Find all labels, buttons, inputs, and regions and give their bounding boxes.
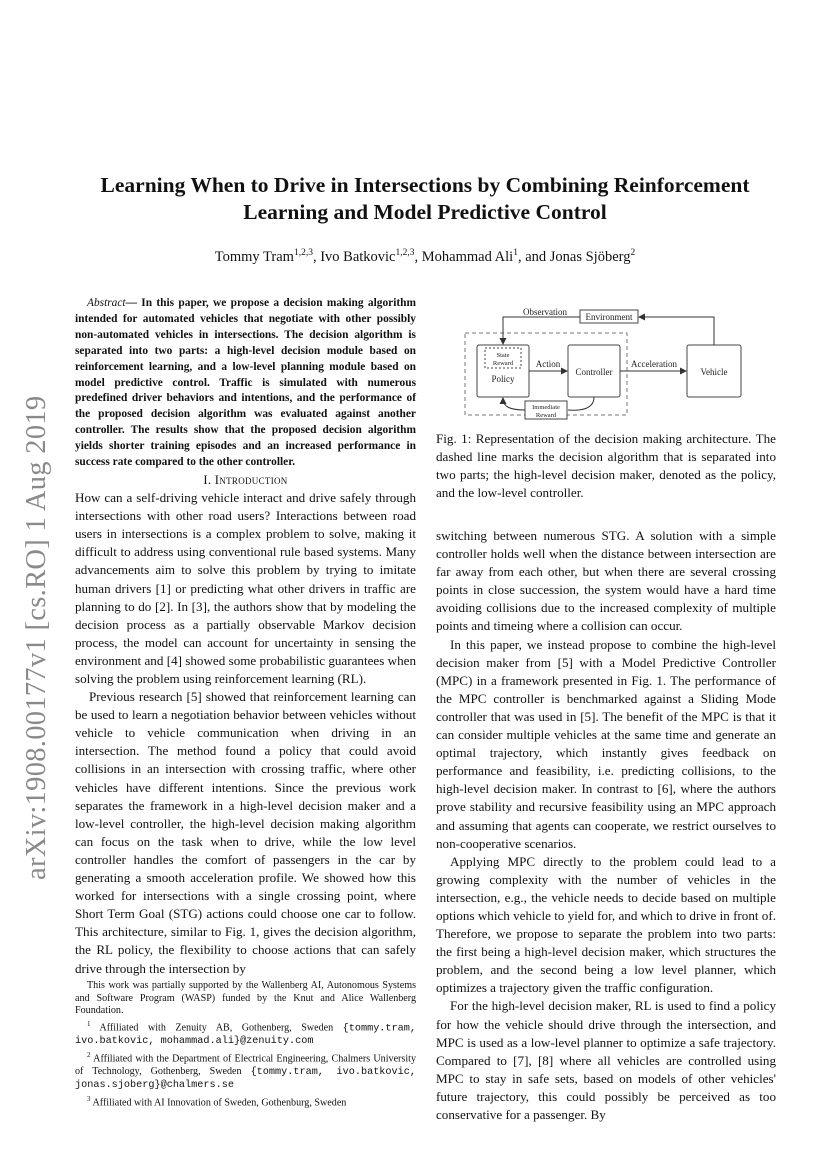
section-heading-introduction: I. Introduction (203, 472, 288, 487)
architecture-diagram (455, 303, 765, 428)
author-affiliation: 1,2,3 (293, 248, 313, 258)
reward-label: Reward (492, 360, 514, 367)
title-line-2: Learning and Model Predictive Control (243, 200, 607, 224)
footnote-email: {tommy.tram, ivo.batkovic, mohammad.ali}@zenuity.com (75, 1022, 416, 1048)
footnote-text: Affiliated with Zenuity AB, Gothenberg, Sweden (90, 1021, 343, 1033)
immediate-label: Immediate (532, 404, 560, 411)
environment-label: Environment (585, 312, 633, 322)
author-separator: , and (517, 248, 550, 265)
author-name: Tommy Tram (214, 248, 294, 265)
paragraph: In this paper, we instead propose to combine the high-level decision maker from [5] with a Model Predictive Controller (MPC) in a framework presented in Fig. 1. The performance of the MPC controller is benchmarked against a Sliding Mode controller that was used in [5]. The benefit of the MPC is that it can consider multiple vehicles at the same time and generate an optimal trajectory, which instantly gives feedback on performance and feasibility, i.e. predicting collisions, to the high-level decision maker. In contrast to [6], where the authors prove stability and recursive feasibility using an MPC approach and assuming that agents can cooperate, we restrict ourselves to non-cooperative scenarios. (436, 636, 776, 851)
funding-footnote: This work was partially supported by the Wallenberg AI, Autonomous Systems and Software Program (WASP) funded by the Knut and Alice Wallenberg Foundation. (75, 980, 416, 1016)
reward-policy-arrow (503, 398, 525, 410)
paper-title (60, 172, 790, 226)
paragraph: Applying MPC directly to the problem could lead to a growing complexity with the number of vehicles in the intersection, e.g., the vehicle needs to decide based on multiple options which vehicle to yield for, and which to drive in front of. Therefore, we propose to separate the problem into two parts: the first being a high-level decision maker, which structures the problem, and the second being a low level planner, which optimizes a trajectory given the traffic configuration. (436, 853, 776, 996)
arxiv-identifier: arXiv:1908.00177v1 [cs.RO] 1 Aug 2019 (21, 395, 52, 880)
footnote-text: Affiliated with AI Innovation of Sweden, Gothenburg, Sweden (90, 1097, 347, 1109)
policy-label: Policy (491, 374, 515, 384)
author-affiliation: 2 (630, 248, 636, 258)
affiliation-footnote-1 (75, 1018, 416, 1049)
abstract-label: Abstract (87, 297, 126, 309)
paragraph: How can a self-driving vehicle interact and drive safely through intersections with other road users? Interactions between road users in intersections is a complex problem to solve, making it difficult to address using conventional rule based systems. Many advancements aim to solve this problem by trying to imitate human drivers [1] or predicting what other drivers in traffic are planning to do [2]. In [3], the authors show that by modeling the decision process as a partially observable Markov decision process, the model can account for uncertainty in sensing the environment and [4] showed some probabilistic guarantees when solving the problem using reinforcement learning (RL). (75, 490, 416, 686)
author-name: Ivo Batkovic (320, 248, 396, 265)
immediate-reward-label: Reward (535, 412, 557, 419)
state-label: State (496, 352, 510, 359)
abstract (75, 296, 416, 471)
controller-label: Controller (575, 367, 613, 377)
affiliation-footnote-2 (75, 1049, 416, 1093)
right-column (436, 527, 776, 1124)
paragraph: For the high-level decision maker, RL is used to find a policy for how the vehicle should drive through the intersection, and MPC is used as a low-level planner to optimize a safe trajectory. Compared to [7], [8] where all vehicles are controlled using MPC to stay in safe sets, based on models of other vehicles' future trajectory, this could possibly be perceived as too conservative for a passenger. By (436, 998, 776, 1122)
author-separator: , (312, 248, 321, 265)
observation-arrow (503, 317, 580, 344)
author-name: Mohammad Ali (421, 248, 514, 265)
footnotes (75, 980, 416, 1110)
vehicle-label: Vehicle (700, 367, 728, 377)
author-affiliation: 1 (513, 248, 518, 258)
action-label: Action (535, 359, 561, 369)
footnote-text: Affiliated with the Department of Electrical Engineering, Chalmers University of Technology, Gothenberg, Sweden (75, 1053, 416, 1077)
observation-label: Observation (523, 307, 567, 317)
architecture-figure (455, 303, 765, 428)
paragraph: Previous research [5] showed that reinforcement learning can be used to learn a negotiation behavior between vehicles without vehicle to vehicle communication when driving in an intersection. The method found a policy that could avoid collisions in an intersection with crossing traffic, where other vehicles have different intentions. Since the previous work separates the framework in a high-level decision maker and a low-level controller, the high-level decision making algorithm can focus on the task when to drive, while the low level controller handles the comfort of passengers in the car by generating a smooth acceleration profile. We showed how this worked for intersections with a single crossing point, where Short Term Goal (STG) actions could choose one car to follow. This architecture, similar to Fig. 1, gives the decision algorithm, the RL policy, the flexibility to choose actions that can safely drive through the intersection by (75, 689, 416, 976)
acceleration-label: Acceleration (631, 359, 677, 369)
controller-reward-link (568, 397, 594, 410)
affiliation-footnote-3 (75, 1093, 416, 1110)
author-list (60, 248, 790, 266)
author-affiliation: 1,2,3 (395, 248, 415, 258)
title-line-1: Learning When to Drive in Intersections by Combining Reinforcement (100, 173, 750, 197)
footnote-mark: 2 (87, 1050, 91, 1059)
paragraph: switching between numerous STG. A solution with a simple controller holds well when the distance between intersection are far away from each other, but when there are several crossing points in close succession, the system would have a hard time avoiding collisions due to the increased complexity of multiple points and timeing where a collision can occur. (436, 528, 776, 634)
author-separator: , (414, 248, 422, 265)
footnote-mark: 3 (87, 1094, 91, 1103)
left-column (75, 296, 416, 978)
footnote-mark: 1 (87, 1019, 91, 1028)
footnote-email: {tommy.tram, ivo.batkovic, jonas.sjoberg}@chalmers.se (75, 1066, 416, 1092)
figure-caption: Fig. 1: Representation of the decision making architecture. The dashed line marks the decision algorithm that is separated into two parts; the high-level decision maker, denoted as the policy, and the low-level controller. (436, 431, 776, 501)
vehicle-environment-arrow (639, 317, 714, 345)
author-name: Jonas Sjöberg (549, 248, 631, 265)
abstract-text: — In this paper, we propose a decision making algorithm intended for automated vehicles that negotiate with other possibly non-automated vehicles in intersections. The decision algorithm is separated into two parts: a high-level decision module based on reinforcement learning, and a low-level planning module based on model predictive control. Traffic is simulated with numerous predefined driver behaviors and intentions, and the performance of the proposed decision algorithm was evaluated against another controller. The results show that the proposed decision algorithm yields shorter training episodes and an increased performance in success rate compared to the other controller. (75, 297, 416, 469)
